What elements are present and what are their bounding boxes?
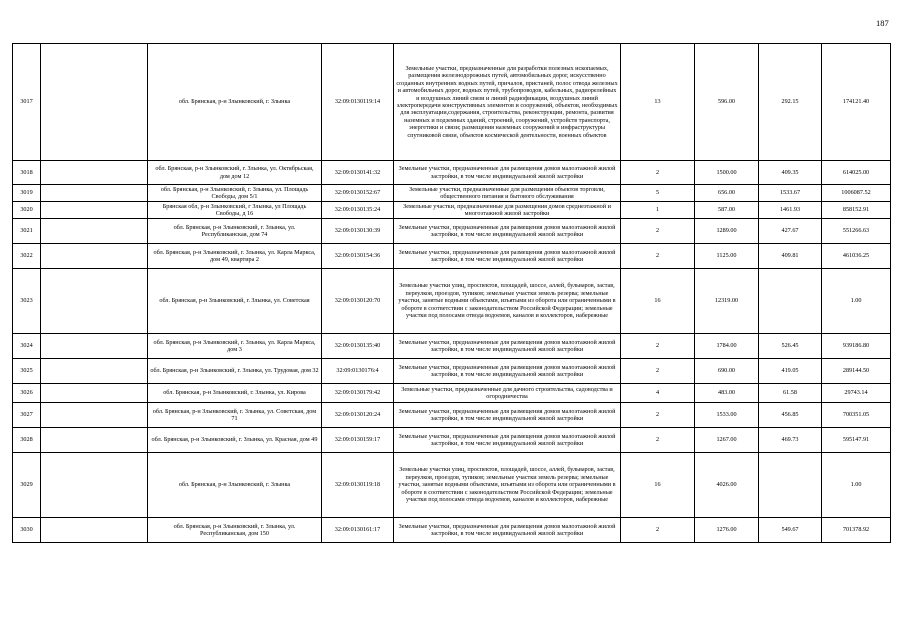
group-number-cell: 2 xyxy=(621,428,695,453)
row-number: 3017 xyxy=(13,44,41,161)
rate-cell: 469.73 xyxy=(759,428,822,453)
cadastral-number-cell: 32:09:0130141:32 xyxy=(322,161,394,185)
cadastral-value-cell: 701378.92 xyxy=(822,518,891,543)
permitted-use-cell: Земельные участки улиц, проспектов, площадей, шоссе, аллей, бульваров, застав, переулков, проездов, тупиков; земельные участки земель резерва; земельные участки, занятые водными объектами, изъятыми из оборота или ограниченными в обороте в соответствии с законодательством Российской Федерации; земельные участки под полосами отвода водоемов, каналов и коллекторов, набережные xyxy=(394,269,621,334)
row-number: 3026 xyxy=(13,384,41,403)
row-number: 3022 xyxy=(13,244,41,269)
area-cell: 4026.00 xyxy=(695,453,759,518)
table-row xyxy=(13,269,891,334)
cadastral-value-cell: 700351.05 xyxy=(822,403,891,428)
cadastral-number-cell: 32:09:0130135:40 xyxy=(322,334,394,359)
area-cell: 1267.00 xyxy=(695,428,759,453)
blank-cell xyxy=(41,244,148,269)
land-plots-table-body xyxy=(13,44,891,543)
cadastral-number-cell: 32:09:0130161:17 xyxy=(322,518,394,543)
rate-cell: 1461.93 xyxy=(759,202,822,219)
permitted-use-cell: Земельные участки, предназначенные для размещения домов малоэтажной жилой застройки, в том числе индивидуальной жилой застройки xyxy=(394,403,621,428)
cadastral-number-cell: 32:09:0130120:24 xyxy=(322,403,394,428)
table-row xyxy=(13,244,891,269)
rate-cell: 409.81 xyxy=(759,244,822,269)
address-cell: обл. Брянская, р-н Злынковский, г. Злынка, ул. Октябрьская, дом дом 12 xyxy=(148,161,322,185)
rate-cell xyxy=(759,269,822,334)
area-cell: 596.00 xyxy=(695,44,759,161)
area-cell: 656.00 xyxy=(695,185,759,202)
blank-cell xyxy=(41,44,148,161)
group-number-cell: 1 xyxy=(621,202,695,219)
table-row xyxy=(13,185,891,202)
rate-cell: 409.35 xyxy=(759,161,822,185)
blank-cell xyxy=(41,202,148,219)
area-cell: 1125.00 xyxy=(695,244,759,269)
cadastral-number-cell: 32:09:0130119:14 xyxy=(322,44,394,161)
address-cell: обл. Брянская, р-н Злынковский, г. Злынка xyxy=(148,453,322,518)
area-cell: 1784.00 xyxy=(695,334,759,359)
permitted-use-cell: Земельные участки, предназначенные для размещения домов малоэтажной жилой застройки, в том числе индивидуальной жилой застройки xyxy=(394,518,621,543)
permitted-use-cell: Земельные участки, предназначенные для размещения объектов торговли, общественного питания и бытового обслуживания xyxy=(394,185,621,202)
cadastral-number-cell: 32:09:0130176:4 xyxy=(322,359,394,384)
cadastral-value-cell: 858152.91 xyxy=(822,202,891,219)
group-number-cell: 2 xyxy=(621,359,695,384)
rate-cell xyxy=(759,453,822,518)
page-number: 187 xyxy=(876,18,889,28)
permitted-use-cell: Земельные участки, предназначенные для размещения домов малоэтажной жилой застройки, в том числе индивидуальной жилой застройки xyxy=(394,161,621,185)
cadastral-value-cell: 289144.50 xyxy=(822,359,891,384)
area-cell: 1289.00 xyxy=(695,219,759,244)
area-cell: 1500.00 xyxy=(695,161,759,185)
group-number-cell: 2 xyxy=(621,518,695,543)
address-cell: обл. Брянская, р-н Злынковский, г. Злынка, ул. Республиканская, дом 150 xyxy=(148,518,322,543)
row-number: 3027 xyxy=(13,403,41,428)
permitted-use-cell: Земельные участки, предназначенные для размещения домов малоэтажной жилой застройки, в том числе индивидуальной жилой застройки xyxy=(394,334,621,359)
row-number: 3023 xyxy=(13,269,41,334)
land-plots-table xyxy=(12,43,891,543)
permitted-use-cell: Земельные участки, предназначенные для разработки полезных ископаемых, размещения железнодорожных путей, автомобильных дорог, искусственно созданных внутренних водных путей, причалов, пристаней, полос отвода железных и автомобильных дорог, водных путей, трубопроводов, кабельных, радиорелейных и воздушных линий связи и линий радиофикации, воздушных линий электропередачи конструктивных элементов и сооружений, объектов, необходимых для эксплуатации,содержания, строительства, реконструкции, ремонта, развития наземных и подземных зданий, строений, сооружений, устройств транспорта, энергетики и связи; размещения наземных сооружений и инфраструктуры спутниковой связи, объектов космической деятельности, военных объектов xyxy=(394,44,621,161)
row-number: 3025 xyxy=(13,359,41,384)
group-number-cell: 5 xyxy=(621,185,695,202)
rate-cell: 549.67 xyxy=(759,518,822,543)
rate-cell: 456.85 xyxy=(759,403,822,428)
table-row xyxy=(13,161,891,185)
rate-cell: 1533.67 xyxy=(759,185,822,202)
rate-cell: 427.67 xyxy=(759,219,822,244)
table-row xyxy=(13,453,891,518)
table-row xyxy=(13,44,891,161)
row-number: 3028 xyxy=(13,428,41,453)
cadastral-number-cell: 32:09:0130154:36 xyxy=(322,244,394,269)
cadastral-value-cell: 939186.80 xyxy=(822,334,891,359)
cadastral-value-cell: 174121.40 xyxy=(822,44,891,161)
area-cell: 483.00 xyxy=(695,384,759,403)
blank-cell xyxy=(41,219,148,244)
blank-cell xyxy=(41,453,148,518)
area-cell: 12319.00 xyxy=(695,269,759,334)
permitted-use-cell: Земельные участки, предназначенные для размещения домов малоэтажной жилой застройки, в том числе индивидуальной жилой застройки xyxy=(394,244,621,269)
cadastral-number-cell: 32:09:0130179:42 xyxy=(322,384,394,403)
address-cell: обл. Брянская, р-н Злынковский, г. Злынка, ул. Карла Маркса, дом 49, квартира 2 xyxy=(148,244,322,269)
blank-cell xyxy=(41,269,148,334)
table-row xyxy=(13,359,891,384)
address-cell: обл. Брянская, р-н Злынковский, г. Злынка, ул. Карла Маркса, дом 3 xyxy=(148,334,322,359)
area-cell: 1533.00 xyxy=(695,403,759,428)
cadastral-number-cell: 32:09:0130135:24 xyxy=(322,202,394,219)
cadastral-number-cell: 32:09:0130119:18 xyxy=(322,453,394,518)
permitted-use-cell: Земельные участки, предназначенные для размещения домов малоэтажной жилой застройки, в том числе индивидуальной жилой застройки xyxy=(394,428,621,453)
cadastral-number-cell: 32:09:0130120:70 xyxy=(322,269,394,334)
cadastral-value-cell: 595147.91 xyxy=(822,428,891,453)
cadastral-number-cell: 32:09:0130152:67 xyxy=(322,185,394,202)
group-number-cell: 16 xyxy=(621,269,695,334)
address-cell: обл. Брянская, р-н Злынковский, г. Злынка, ул. Советская xyxy=(148,269,322,334)
blank-cell xyxy=(41,428,148,453)
area-cell: 1276.00 xyxy=(695,518,759,543)
blank-cell xyxy=(41,384,148,403)
row-number: 3019 xyxy=(13,185,41,202)
address-cell: Брянская обл, р-н Злынковский, г Злынка, ул Площадь Свободы, д 16 xyxy=(148,202,322,219)
address-cell: обл. Брянская, р-н Злынковский, г. Злынка, ул. Республиканская, дом 74 xyxy=(148,219,322,244)
permitted-use-cell: Земельные участки улиц, проспектов, площадей, шоссе, аллей, бульваров, застав, переулков, проездов, тупиков; земельные участки земель резерва; земельные участки, занятые водными объектами, изъятыми из оборота или ограниченными в обороте в соответствии с законодательством Российской Федерации; земельные участки под полосами отвода водоемов, каналов и коллекторов, набережные xyxy=(394,453,621,518)
address-cell: обл. Брянская, р-н Злынковский, г. Злынка, ул. Красная, дом 49 xyxy=(148,428,322,453)
permitted-use-cell: Земельные участки, предназначенные для дачного строительства, садоводства и огородничества xyxy=(394,384,621,403)
permitted-use-cell: Земельные участки, предназначенные для размещения домов малоэтажной жилой застройки, в том числе индивидуальной жилой застройки xyxy=(394,219,621,244)
area-cell: 690.00 xyxy=(695,359,759,384)
row-number: 3024 xyxy=(13,334,41,359)
address-cell: обл. Брянская, р-н Злынковский, г. Злынка, ул. Советская, дом 71 xyxy=(148,403,322,428)
row-number: 3029 xyxy=(13,453,41,518)
table-row xyxy=(13,518,891,543)
address-cell: обл. Брянская, р-н Злынковский, г. Злынка xyxy=(148,44,322,161)
cadastral-value-cell: 1006087.52 xyxy=(822,185,891,202)
address-cell: обл. Брянская, р-н Злынковский, г. Злынка, ул. Площадь Свободы, дом 5/1 xyxy=(148,185,322,202)
group-number-cell: 2 xyxy=(621,334,695,359)
cadastral-value-cell: 614025.00 xyxy=(822,161,891,185)
group-number-cell: 4 xyxy=(621,384,695,403)
group-number-cell: 2 xyxy=(621,403,695,428)
permitted-use-cell: Земельные участки, предназначенные для размещения домов среднеэтажной и многоэтажной жилой застройки xyxy=(394,202,621,219)
blank-cell xyxy=(41,359,148,384)
group-number-cell: 16 xyxy=(621,453,695,518)
rate-cell: 419.05 xyxy=(759,359,822,384)
rate-cell: 61.58 xyxy=(759,384,822,403)
cadastral-value-cell: 461036.25 xyxy=(822,244,891,269)
table-row xyxy=(13,428,891,453)
table-row xyxy=(13,384,891,403)
row-number: 3030 xyxy=(13,518,41,543)
table-row xyxy=(13,403,891,428)
table-row xyxy=(13,334,891,359)
address-cell: обл. Брянская, р-н Злынковский, г. Злынка, ул. Трудовая, дом 32 xyxy=(148,359,322,384)
cadastral-value-cell: 1.00 xyxy=(822,269,891,334)
permitted-use-cell: Земельные участки, предназначенные для размещения домов малоэтажной жилой застройки, в том числе индивидуальной жилой застройки xyxy=(394,359,621,384)
cadastral-value-cell: 29743.14 xyxy=(822,384,891,403)
group-number-cell: 2 xyxy=(621,244,695,269)
blank-cell xyxy=(41,161,148,185)
cadastral-value-cell: 551266.63 xyxy=(822,219,891,244)
cadastral-number-cell: 32:09:0130130:39 xyxy=(322,219,394,244)
group-number-cell: 2 xyxy=(621,161,695,185)
cadastral-number-cell: 32:09:0130159:17 xyxy=(322,428,394,453)
cadastral-value-cell: 1.00 xyxy=(822,453,891,518)
blank-cell xyxy=(41,334,148,359)
area-cell: 587.00 xyxy=(695,202,759,219)
blank-cell xyxy=(41,403,148,428)
address-cell: обл. Брянская, р-н Злынковский, г. Злынка, ул. Кирова xyxy=(148,384,322,403)
blank-cell xyxy=(41,518,148,543)
rate-cell: 292.15 xyxy=(759,44,822,161)
row-number: 3020 xyxy=(13,202,41,219)
rate-cell: 526.45 xyxy=(759,334,822,359)
table-row xyxy=(13,219,891,244)
row-number: 3018 xyxy=(13,161,41,185)
blank-cell xyxy=(41,185,148,202)
group-number-cell: 13 xyxy=(621,44,695,161)
row-number: 3021 xyxy=(13,219,41,244)
table-row xyxy=(13,202,891,219)
group-number-cell: 2 xyxy=(621,219,695,244)
